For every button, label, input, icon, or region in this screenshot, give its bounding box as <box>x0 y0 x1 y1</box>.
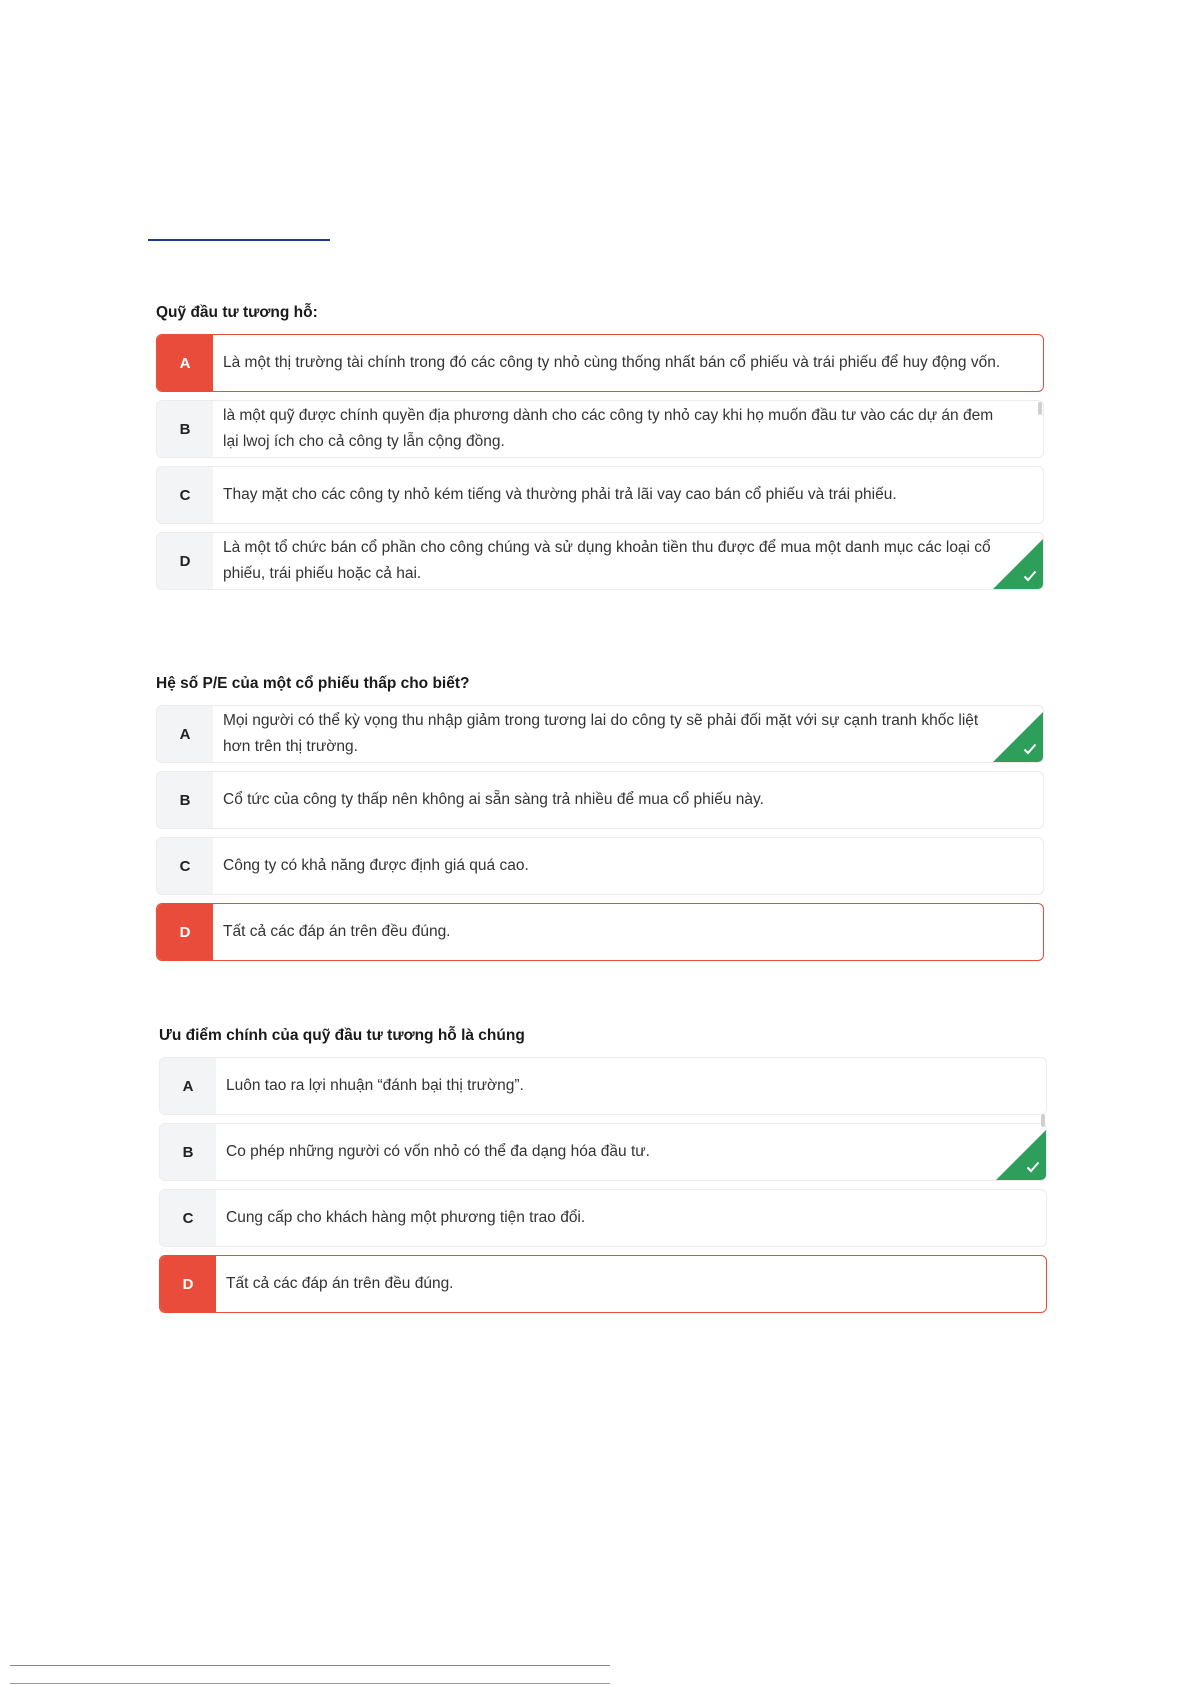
option-letter: B <box>157 772 213 828</box>
option-c[interactable] <box>156 466 1044 524</box>
option-text: Luôn tao ra lợi nhuận “đánh bại thị trường”. <box>226 1077 524 1094</box>
option-text: Cung cấp cho khách hàng một phương tiện trao đổi. <box>226 1209 586 1226</box>
option-a[interactable] <box>159 1057 1047 1115</box>
option-letter: C <box>157 838 213 894</box>
check-icon <box>1023 743 1037 755</box>
option-letter: A <box>160 1058 216 1114</box>
header-rule <box>148 239 330 241</box>
option-text: Tất cả các đáp án trên đều đúng. <box>223 923 451 940</box>
option-letter: D <box>157 533 213 589</box>
option-text: Là một thị trường tài chính trong đó các công ty nhỏ cùng thống nhất bán cổ phiếu và trái phiếu để huy động vốn. <box>223 354 1001 371</box>
option-letter: D <box>160 1256 216 1312</box>
option-letter: D <box>157 904 213 960</box>
option-letter: A <box>157 335 213 391</box>
check-icon <box>1026 1161 1040 1173</box>
option-letter: C <box>157 467 213 523</box>
option-d[interactable] <box>156 903 1044 961</box>
option-a[interactable] <box>156 334 1044 392</box>
scrollbar-thumb[interactable] <box>1038 402 1042 415</box>
check-icon <box>1023 570 1037 582</box>
question-1 <box>156 302 1044 598</box>
question-title: Ưu điểm chính của quỹ đầu tư tương hỗ là chúng <box>159 1027 525 1044</box>
option-text: Là một tổ chức bán cổ phần cho công chúng và sử dụng khoản tiền thu được để mua một danh mục các loại cổ phiếu, trái phiếu hoặc cả hai. <box>223 539 991 582</box>
option-text: Mọi người có thể kỳ vọng thu nhập giảm trong tương lai do công ty sẽ phải đối mặt với sự cạnh tranh khốc liệt hơn trên thị trường. <box>223 712 979 755</box>
question-title: Hệ số P/E của một cổ phiếu thấp cho biết? <box>156 675 470 692</box>
option-text: Cổ tức của công ty thấp nên không ai sẵn sàng trả nhiều để mua cổ phiếu này. <box>223 791 764 808</box>
option-letter: C <box>160 1190 216 1246</box>
option-letter: B <box>160 1124 216 1180</box>
option-b[interactable] <box>159 1123 1047 1181</box>
question-2 <box>156 673 1044 969</box>
footer-rule <box>10 1665 610 1666</box>
option-d[interactable] <box>156 532 1044 590</box>
option-text: Công ty có khả năng được định giá quá cao. <box>223 857 529 874</box>
option-letter: B <box>157 401 213 457</box>
footer-rule <box>10 1683 610 1684</box>
question-title: Quỹ đầu tư tương hỗ: <box>156 304 318 321</box>
option-d[interactable] <box>159 1255 1047 1313</box>
option-c[interactable] <box>156 837 1044 895</box>
option-letter: A <box>157 706 213 762</box>
option-text: Co phép những người có vốn nhỏ có thể đa dạng hóa đầu tư. <box>226 1143 650 1160</box>
scrollbar-thumb[interactable] <box>1041 1114 1045 1127</box>
option-b[interactable] <box>156 771 1044 829</box>
option-a[interactable] <box>156 705 1044 763</box>
question-3 <box>159 1025 1047 1321</box>
option-text: là một quỹ được chính quyền địa phương dành cho các công ty nhỏ cay khi họ muốn đầu tư vào các dự án đem lại lwoj ích cho cả công ty lẫn cộng đồng. <box>223 407 994 450</box>
option-text: Tất cả các đáp án trên đều đúng. <box>226 1275 454 1292</box>
option-text: Thay mặt cho các công ty nhỏ kém tiếng và thường phải trả lãi vay cao bán cổ phiếu và trái phiếu. <box>223 486 897 503</box>
option-b[interactable] <box>156 400 1044 458</box>
option-c[interactable] <box>159 1189 1047 1247</box>
